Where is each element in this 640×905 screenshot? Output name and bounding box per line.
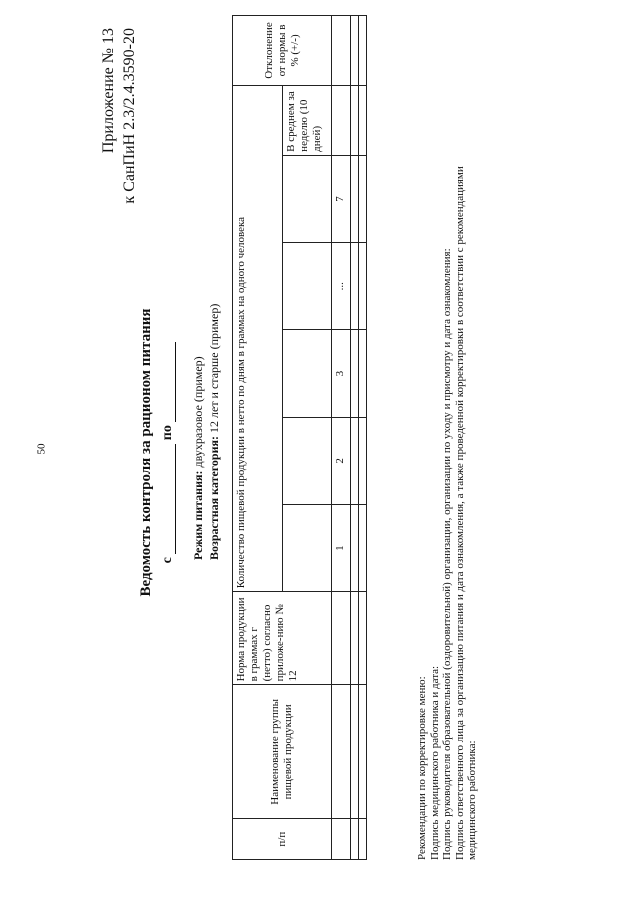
meal-mode-line [191, 356, 206, 560]
day-number: 1 [332, 505, 351, 592]
day-number: ... [332, 243, 351, 330]
appendix-reference [98, 28, 140, 204]
signoff-line: медицинского работника: [466, 740, 478, 860]
page-number: 50 [35, 443, 48, 455]
table-cell [332, 85, 351, 155]
header-name: Наименование группы пищевой продукции [233, 685, 332, 819]
period-line [160, 0, 176, 905]
header-quantity: Количество пищевой продукции в нетто по дням в граммах на одного человека [233, 85, 283, 591]
day-cell [283, 155, 332, 242]
table-header-row [233, 16, 283, 860]
day-cell [283, 505, 332, 592]
appendix-number: Приложение № 13 [100, 28, 117, 154]
header-average: В среднем за неделю (10 дней) [283, 85, 332, 155]
period-from-label: с [160, 557, 175, 564]
day-number: 2 [332, 417, 351, 504]
signoff-block [416, 20, 479, 860]
document-title: Ведомость контроля за рационом питания [138, 308, 154, 597]
day-number: 7 [332, 155, 351, 242]
appendix-standard: к СанПиН 2.3/2.4.3590-20 [121, 28, 138, 204]
table-cell [332, 592, 351, 685]
period-to-label: по [160, 425, 175, 441]
age-category-label: Возрастная категория: [207, 436, 221, 560]
day-number: 3 [332, 330, 351, 417]
signoff-line: Рекомендации по корректировке меню: [416, 676, 428, 860]
table-row [359, 16, 367, 860]
day-cell [283, 243, 332, 330]
header-num: п/п [233, 819, 332, 860]
period-from-blank [161, 444, 176, 554]
meal-mode-label: Режим питания: [191, 470, 205, 560]
table-row [351, 16, 359, 860]
day-cell [283, 330, 332, 417]
meal-mode-value: двухразовое (пример) [191, 356, 205, 468]
signoff-line: Подпись медицинского работника и дата: [428, 665, 441, 860]
table-cell [332, 16, 351, 86]
age-category-line [207, 304, 222, 560]
signoff-line: Подпись ответственного лица за организацию питания и дата ознакомления, а также проведенной корректировки в соответствии с рекомендациями [453, 166, 466, 860]
header-deviation: Отклонение от нормы в % (+/-) [233, 16, 332, 86]
ration-control-table [232, 15, 367, 860]
header-norm: Норма продукции в граммах г (нетто) согласно приложе-нию № 12 [233, 592, 332, 685]
rotated-document-content [80, 0, 640, 905]
table-cell [332, 819, 351, 860]
age-category-value: 12 лет и старше (пример) [207, 303, 221, 433]
period-to-blank [161, 342, 176, 422]
signoff-line: Подпись руководителя образовательной (оздоровительной) организации, организации по уходу и присмотру и дата ознакомления: [441, 248, 453, 860]
day-number-row [332, 16, 351, 860]
table-cell [332, 685, 351, 819]
day-cell [283, 417, 332, 504]
